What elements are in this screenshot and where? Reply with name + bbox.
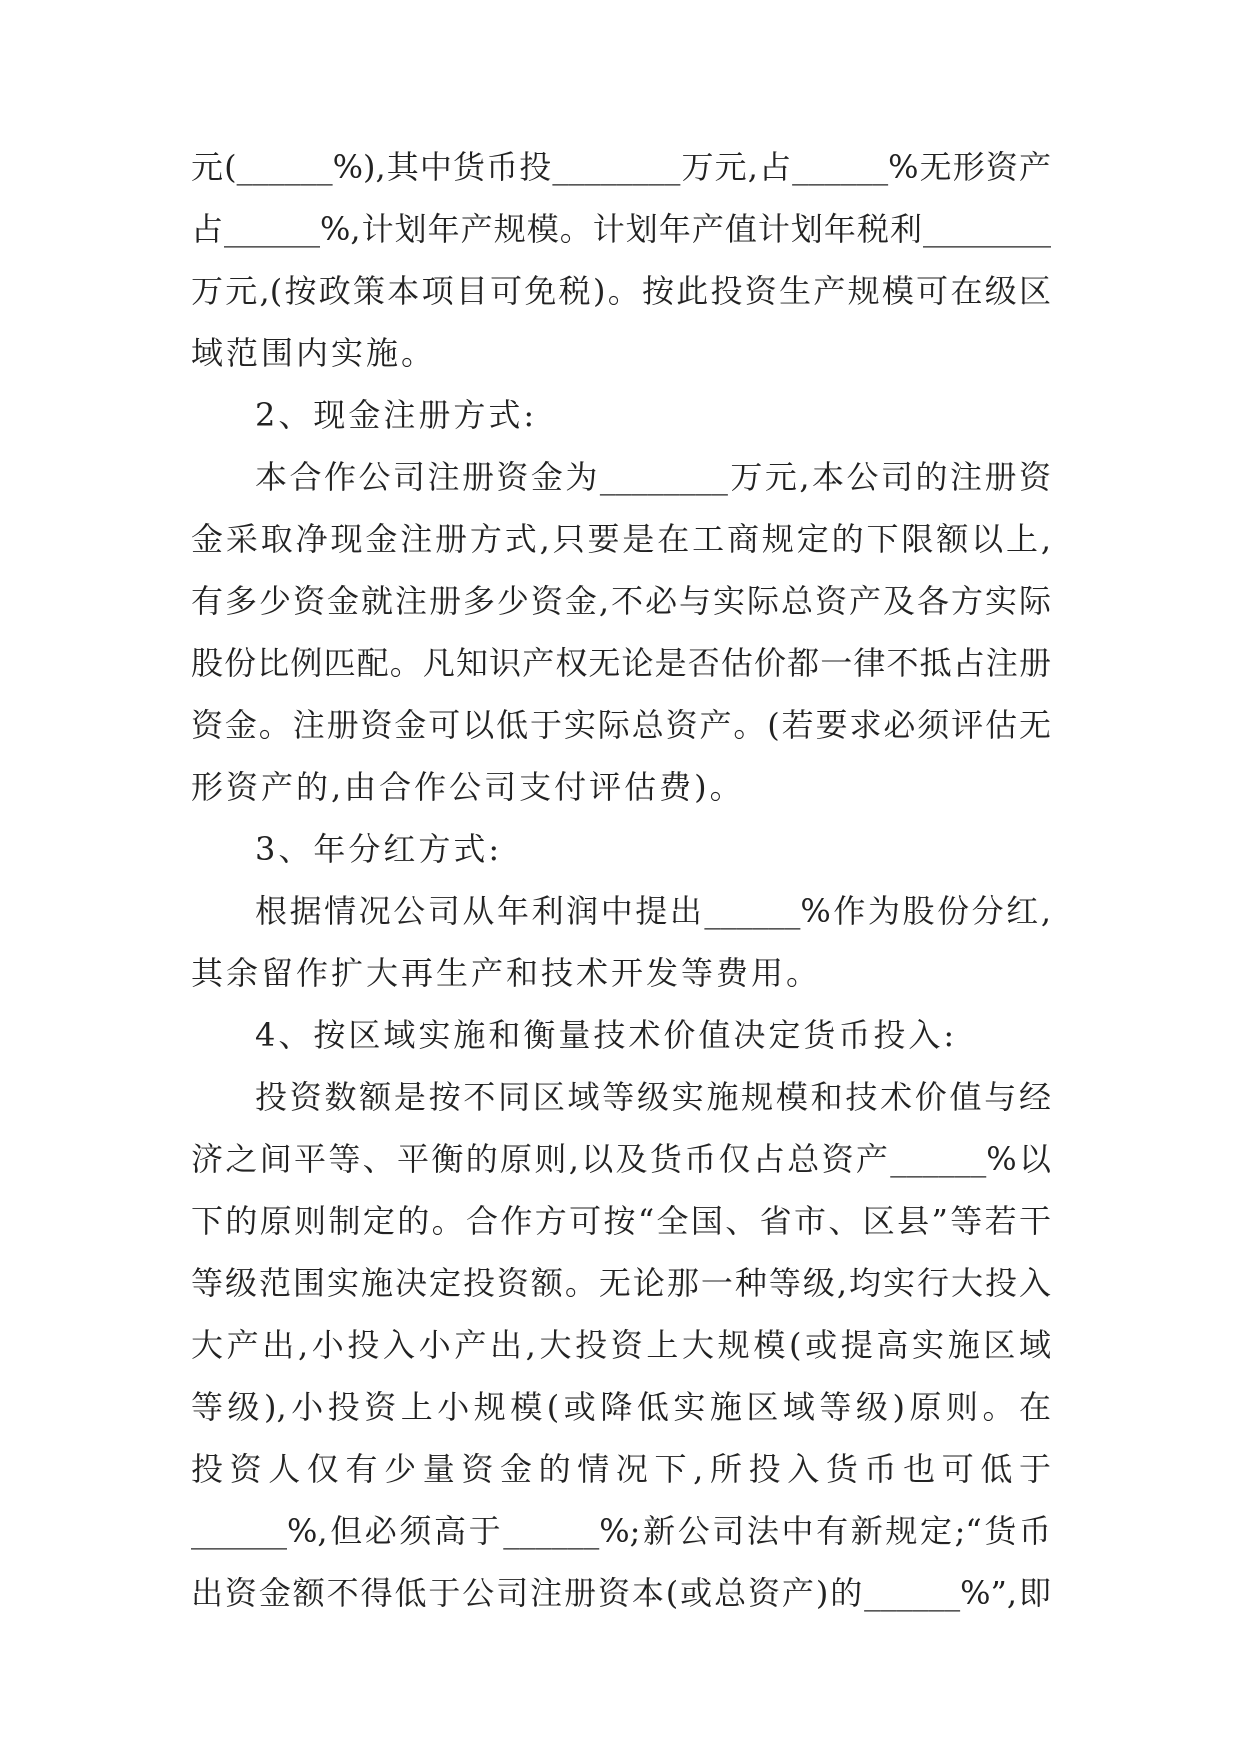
section-heading-2: 2、现金注册方式: (255, 396, 538, 434)
text-line-20: 大产出,小投入小产出,大投资上大规模(或提高实施区域 (191, 1326, 1051, 1364)
section-heading-3: 3、年分红方式: (255, 830, 503, 868)
text-line-10: 资金。注册资金可以低于实际总资产。(若要求必须评估无 (191, 706, 1051, 744)
text-line-7: 金采取净现金注册方式,只要是在工商规定的下限额以上, (191, 520, 1051, 558)
text-line-11: 形资产的,由合作公司支付评估费)。 (191, 768, 745, 806)
text-line-24: 出资金额不得低于公司注册资本(或总资产)的______%”,即 (191, 1574, 1051, 1612)
section-heading-4: 4、按区域实施和衡量技术价值决定货币投入: (255, 1016, 958, 1054)
text-line-4: 域范围内实施。 (191, 334, 437, 372)
text-line-13: 根据情况公司从年利润中提出______%作为股份分红, (255, 892, 1051, 930)
text-line-21: 等级),小投资上小规模(或降低实施区域等级)原则。在 (191, 1388, 1051, 1426)
text-line-9: 股份比例匹配。凡知识产权无论是否估价都一律不抵占注册 (191, 644, 1051, 682)
text-line-1: 元(______%),其中货币投________万元,占______%无形资产 (191, 148, 1051, 186)
text-line-19: 等级范围实施决定投资额。无论那一种等级,均实行大投入 (191, 1264, 1051, 1302)
text-line-17: 济之间平等、平衡的原则,以及货币仅占总资产______%以 (191, 1140, 1051, 1178)
text-line-6: 本合作公司注册资金为________万元,本公司的注册资 (255, 458, 1051, 496)
text-line-8: 有多少资金就注册多少资金,不必与实际总资产及各方实际 (191, 582, 1051, 620)
text-line-2: 占______%,计划年产规模。计划年产值计划年税利________ (191, 210, 1051, 248)
text-line-18: 下的原则制定的。合作方可按“全国、省市、区县”等若干 (191, 1202, 1051, 1240)
text-line-22: 投资人仅有少量资金的情况下,所投入货币也可低于 (191, 1450, 1051, 1488)
text-line-23: ______%,但必须高于______%;新公司法中有新规定;“货币 (191, 1512, 1051, 1550)
text-line-16: 投资数额是按不同区域等级实施规模和技术价值与经 (255, 1078, 1051, 1116)
text-line-3: 万元,(按政策本项目可免税)。按此投资生产规模可在级区 (191, 272, 1051, 310)
text-line-14: 其余留作扩大再生产和技术开发等费用。 (191, 954, 822, 992)
